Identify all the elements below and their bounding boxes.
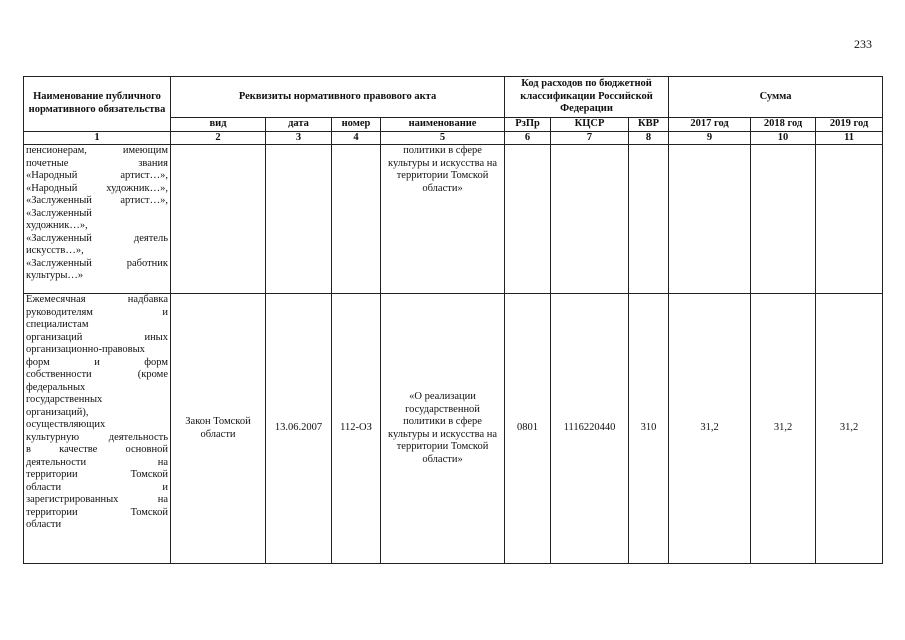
subheader-number: номер [332, 118, 381, 132]
sum-2018-cell [751, 145, 816, 294]
obligation-text-line: специалистам [26, 319, 89, 330]
column-number: 6 [505, 131, 551, 145]
vid-cell [171, 145, 266, 294]
header-obligation-name: Наименование публичного нормативного обязательства [24, 77, 171, 132]
obligation-text-line: организаций иных [26, 331, 168, 343]
column-number: 11 [816, 131, 883, 145]
column-number: 8 [629, 131, 669, 145]
header-row [24, 77, 883, 118]
obligation-name-cell [24, 145, 171, 294]
obligation-text-line: собственности (кроме [26, 369, 168, 380]
obligation-text-line: почетные звания [26, 157, 168, 169]
subheader-kvr: КВР [629, 118, 669, 132]
obligation-text-line: пенсионерам, имеющим [26, 145, 168, 156]
obligation-text-line: территории Томской [26, 506, 168, 518]
rzpr-cell: 0801 [505, 294, 551, 564]
page-number: 233 [854, 37, 872, 51]
kvr-cell [629, 145, 669, 294]
subheader-2017: 2017 год [669, 118, 751, 132]
header-budget-code: Код расходов по бюджетной классификации Российской Федерации [505, 77, 669, 118]
obligation-text-line: руководителям и [26, 306, 168, 318]
subheader-2018: 2018 год [751, 118, 816, 132]
column-number: 3 [266, 131, 332, 145]
number-cell: 112-ОЗ [332, 294, 381, 564]
obligation-text-line: области и [26, 481, 168, 493]
obligation-text-line: осуществляющих [26, 419, 106, 430]
kcsr-cell [551, 145, 629, 294]
table-row [24, 294, 883, 564]
obligation-text-line: зарегистрированных на [26, 494, 168, 505]
obligation-text-line: «Народный артист…», [26, 170, 168, 181]
date-cell [266, 145, 332, 294]
column-number: 10 [751, 131, 816, 145]
obligation-text-line: «Заслуженный артист…», [26, 195, 168, 206]
obligation-text-line: «Заслуженный деятель [26, 232, 168, 244]
subheader-vid: вид [171, 118, 266, 132]
header-sum: Сумма [669, 77, 883, 118]
column-number: 1 [24, 131, 171, 145]
title-cell: «О реализации государственной политики в сфере культуры и искусства на территории Томской области» [381, 294, 505, 564]
obligation-text-line: области [26, 519, 62, 530]
obligation-text-line: культуры…» [26, 270, 84, 281]
column-number: 9 [669, 131, 751, 145]
column-number: 2 [171, 131, 266, 145]
obligation-text-line: искусств…», [26, 245, 84, 256]
obligation-text-line: художник…», [26, 220, 88, 231]
vid-cell: Закон Томской области [171, 294, 266, 564]
obligation-text-line: в качестве основной [26, 444, 168, 455]
sum-2017-cell [669, 145, 751, 294]
obligation-lines [26, 294, 168, 532]
obligation-text-line: «Народный художник…», [26, 182, 168, 194]
obligation-text-line: государственных [26, 394, 103, 405]
rzpr-cell [505, 145, 551, 294]
obligation-name-cell [24, 294, 171, 564]
column-number: 5 [381, 131, 505, 145]
subheader-rzpr: РзПр [505, 118, 551, 132]
obligation-text-line: организационно-правовых [26, 344, 145, 355]
obligation-text-line: «Заслуженный [26, 207, 92, 219]
obligation-text-line: деятельности на [26, 456, 168, 468]
obligation-text-line: организаций), [26, 406, 89, 418]
obligation-text-line: Ежемесячная надбавка [26, 294, 168, 305]
obligation-text-line: форм и форм [26, 356, 168, 368]
obligation-text-line: культурную деятельность [26, 431, 168, 443]
obligation-text-line: территории Томской [26, 469, 168, 480]
table-row [24, 145, 883, 294]
sum-2019-cell: 31,2 [816, 294, 883, 564]
kcsr-cell: 1116220440 [551, 294, 629, 564]
column-number: 7 [551, 131, 629, 145]
subheader-date: дата [266, 118, 332, 132]
subheader-2019: 2019 год [816, 118, 883, 132]
subheader-title: наименование [381, 118, 505, 132]
column-number: 4 [332, 131, 381, 145]
subheader-kcsr: КЦСР [551, 118, 629, 132]
number-cell [332, 145, 381, 294]
kvr-cell: 310 [629, 294, 669, 564]
column-numbers-row [24, 131, 883, 145]
header-act-requisites: Реквизиты нормативного правового акта [171, 77, 505, 118]
obligation-lines [26, 145, 168, 283]
title-cell: политики в сфере культуры и искусства на территории Томской области» [381, 145, 505, 294]
obligations-table [23, 76, 883, 564]
date-cell: 13.06.2007 [266, 294, 332, 564]
sum-2018-cell: 31,2 [751, 294, 816, 564]
sum-2017-cell: 31,2 [669, 294, 751, 564]
sum-2019-cell [816, 145, 883, 294]
obligation-text-line: «Заслуженный работник [26, 257, 168, 269]
obligation-text-line: федеральных [26, 381, 86, 393]
